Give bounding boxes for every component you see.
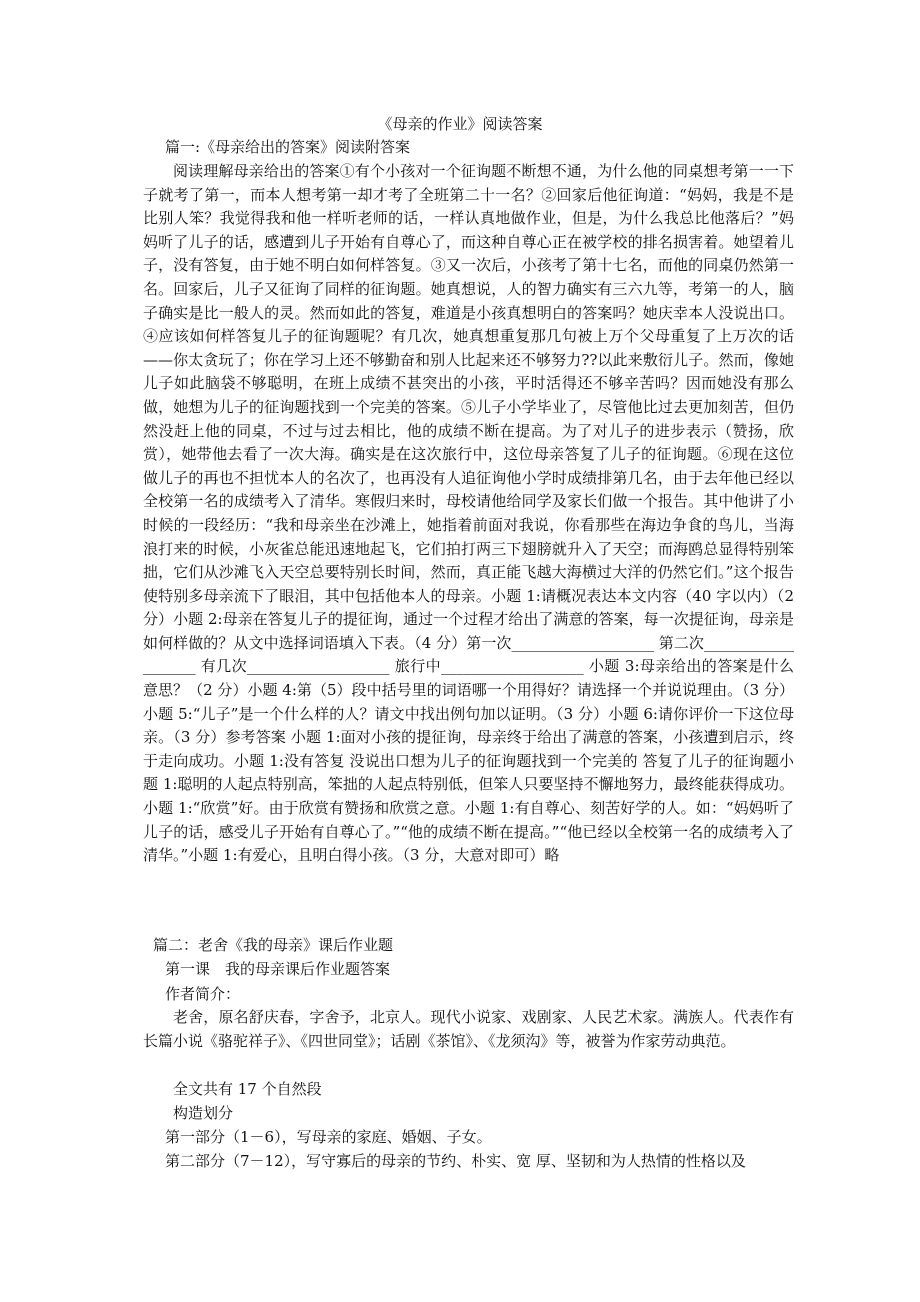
part1-heading: 篇一:《母亲给出的答案》阅读附答案 <box>165 138 411 156</box>
author-text: 老舍，原名舒庆春，字舍予，北京人。现代小说家、戏剧家、人民艺术家。满族人。代表作有长篇小说《骆驼祥子》、《四世同堂》；话剧《茶馆》、《龙须沟》等，被誉为作家劳动典范。 <box>143 1008 794 1050</box>
structure-label: 构造划分 <box>173 1104 234 1122</box>
paragraph-count: 全文共有 17 个自然段 <box>173 1080 322 1098</box>
part1-body: 阅读理解母亲给出的答案①有个小孩对一个征询题不断想不通，为什么他的同桌想考第一一下子就考了第一，而本人想考第一却才考了全班第二十一名？②回家后他征询道：“妈妈，我是不是比别人笨？我觉得我和他一样听老师的话，一样认真地做作业，但是，为什么我总比他落后？”妈妈听了儿子的话，感遭到儿子开始有自尊心了，而这种自尊心正在被学校的排名损害着。她望着儿子，没有答复，由于她不明白如何样答复。③又一次后，小孩考了第十七名，而他的同桌仍然第一名。回家后，儿子又征询了同样的征询题。她真想说，人的智力确实有三六九等，考第一的人，脑子确实是比一般人的灵。然而如此的答复，难道是小孩真想明白的答案吗？她庆幸本人没说出口。④应该如何样答复儿子的征询题呢？有几次，她真想重复那几句被上万个父母重复了上万次的话——你太贪玩了；你在学习上还不够勤奋和别人比起来还不够努力??以此来敷衍儿子。然而，像她儿子如此脑袋不够聪明，在班上成绩不甚突出的小孩，平时活得还不够辛苦吗？因而她没有那么做，她想为儿子的征询题找到一个完美的答案。⑤儿子小学毕业了，尽管他比过去更加刻苦，但仍然没赶上他的同桌，不过与过去相比，他的成绩不断在提高。为了对儿子的进步表示（赞扬，欣赏），她带他去看了一次大海。确实是在这次旅行中，这位母亲答复了儿子的征询题。⑥现在这位做儿子的再也不担忧本人的名次了，也再没有人追征询他小学时成绩排第几名，由于去年他已经以全校第一名的成绩考入了清华。寒假归来时，母校请他给同学及家长们做一个报告。其中他讲了小时候的一段经历：“我和母亲坐在沙滩上，她指着前面对我说，你看那些在海边争食的鸟儿，当海浪打来的时候，小灰雀总能迅速地起飞，它们拍打两三下翅膀就升入了天空；而海鸥总显得特别笨拙，它们从沙滩飞入天空总要特别长时间，然而，真正能飞越大海横过大洋的仍然它们。”这个报告使特别多母亲流下了眼泪，其中包括他本人的母亲。小题 1:请概况表达本文内容（40 字以内）（2 分）小题 2:母亲在答复儿子的提征询，通过一个过程才给出了满意的答案，每一次提征询，母亲是如何样做的？从文中选择词语填入下表。（4 分）第一次___________________ 第二次___________________ 有几次___________________ 旅行中___________________ 小题 3:母亲给出的答案是什么意思？（2 分）小题 4:第（5）段中括号里的词语哪一个用得好？请选择一个并说说理由。（3 分）小题 5:“儿子”是一个什么样的人？请文中找出例句加以证明。（3 分）小题 6:请你评价一下这位母亲。（3 分）参考答案 小题 1:面对小孩的提征询，母亲终于给出了满意的答案，小孩遭到启示，终于走向成功。小题 1:没有答复 没说出口想为儿子的征询题找到一个完美的 答复了儿子的征询题小题 1:聪明的人起点特别高，笨拙的人起点特别低，但笨人只要坚持不懈地努力，最终能获得成功。小题 1:“欣赏”好。由于欣赏有赞扬和欣赏之意。小题 1:有自尊心、刻苦好学的人。如：“妈妈听了儿子的话，感受儿子开始有自尊心了。”“他的成绩不断在提高。”“他已经以全校第一名的成绩考入了清华。”小题 1:有爱心，且明白得小孩。（3 分，大意对即可）略 <box>143 162 794 865</box>
document-title: 《母亲的作业》阅读答案 <box>377 115 543 133</box>
part-two-text: 第二部分（7－12），写守寡后的母亲的节约、朴实、宽 厚、坚韧和为人热情的性格以及 <box>165 1152 746 1170</box>
lesson-title: 第一课 我的母亲课后作业题答案 <box>165 960 391 978</box>
part2-heading: 篇二：老舍《我的母亲》课后作业题 <box>153 936 394 954</box>
author-label: 作者简介： <box>165 985 241 1003</box>
part-one-text: 第一部分（1－6），写母亲的家庭、婚姻、子女。 <box>165 1128 492 1146</box>
